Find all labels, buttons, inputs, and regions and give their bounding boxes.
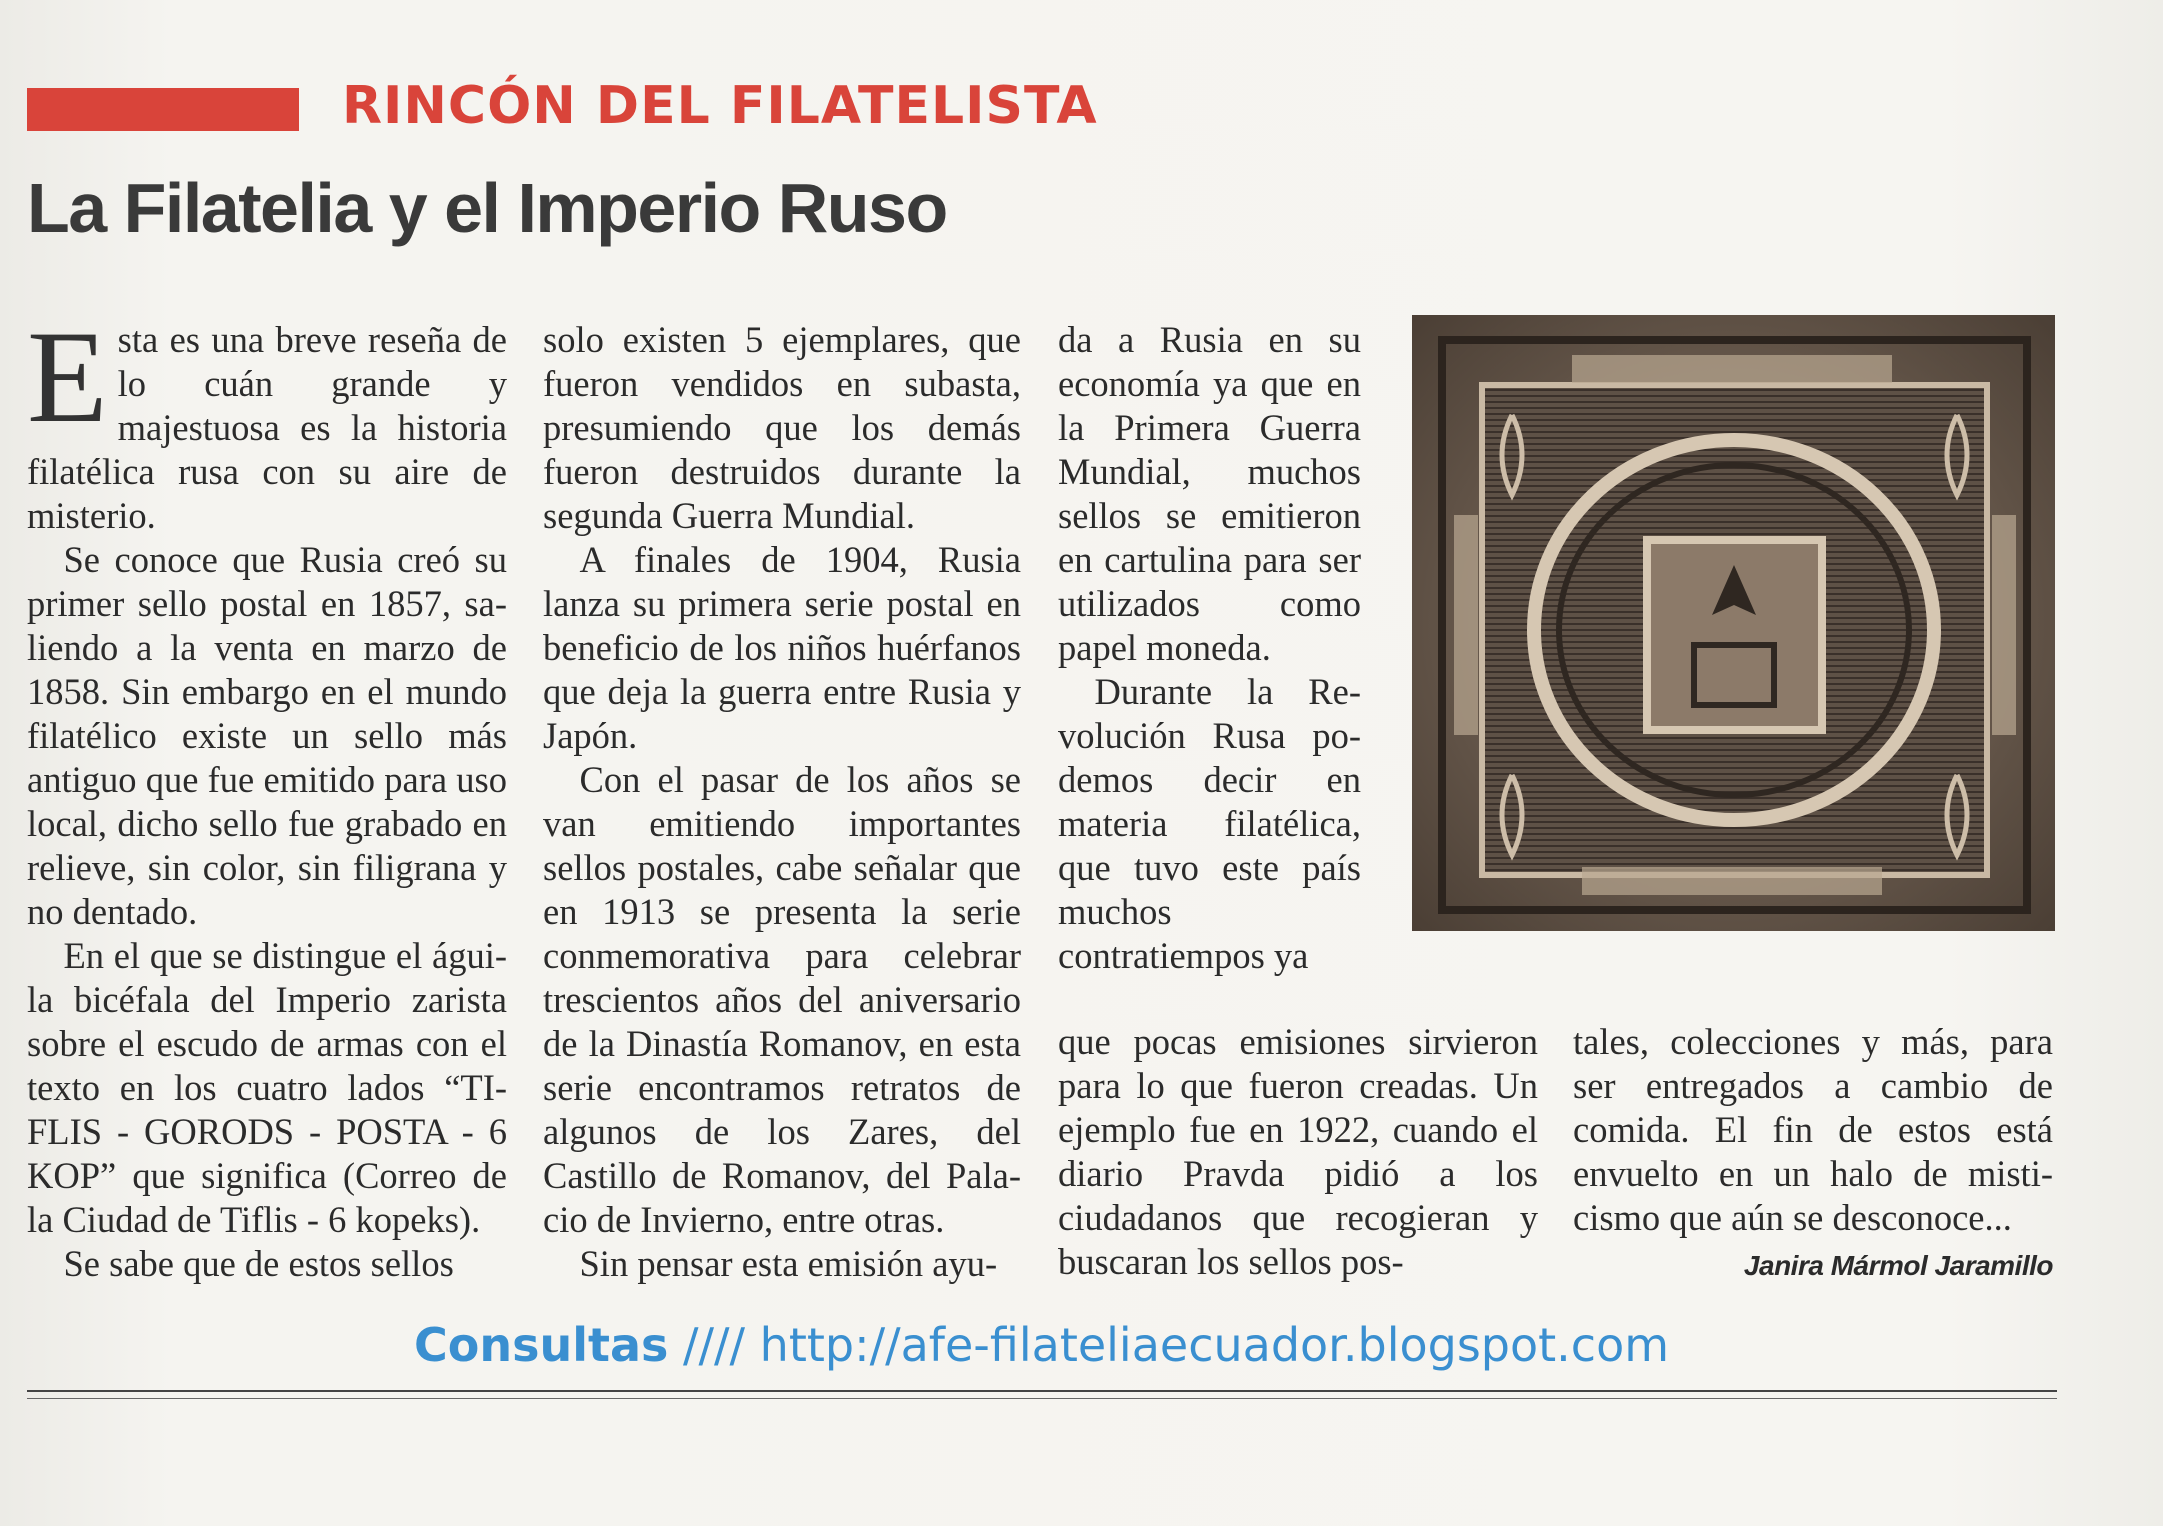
blog-link[interactable]: http://afe-filateliaecuador.blogspot.com xyxy=(759,1318,1670,1372)
paragraph: da a Rusia en su economía ya que en la Primera Guerra Mundial, muchos sellos se emitieron en cartulina para ser utilizados como papel moneda. xyxy=(1058,319,1361,668)
paragraph: Se sabe que de estos sellos xyxy=(63,1243,454,1284)
consultas-label: Consultas xyxy=(414,1318,669,1372)
byline: Janira Mármol Jaramillo xyxy=(1743,1250,2053,1281)
bottom-rule-thin xyxy=(27,1398,2057,1399)
paragraph: Sin pensar esta emisión ayu- xyxy=(579,1243,998,1284)
paragraph: Con el pasar de los años se van emitiendo importantes sellos postales, cabe señalar que en 1913 se presenta la serie conmemorativa para celebrar trescientos años del aniversario de la Dinastía Romanov, en esta serie encontramos retratos de algunos de los Zares, del Castillo de Romanov, del Palacio de Invierno, entre otras. xyxy=(543,759,1021,1240)
bottom-rule xyxy=(27,1390,2057,1392)
separator: //// xyxy=(683,1318,746,1372)
paragraph: Esta es una breve reseña de lo cuán grande y majestuosa es la historia filatélica rusa con su aire de misterio. xyxy=(27,303,507,536)
article-column-1 xyxy=(27,303,507,1286)
section-kicker: RINCÓN DEL FILATELISTA xyxy=(342,76,1098,136)
article-column-2 xyxy=(543,318,1021,1286)
stamp-image xyxy=(1412,315,2055,931)
article-column-4 xyxy=(1573,1020,2053,1288)
paragraph: solo existen 5 ejemplares, que fueron vendidos en subasta, presumiendo que los demás fueron destruidos durante la segunda Guerra Mundial. xyxy=(543,319,1021,536)
paragraph: tales, colecciones y más, para ser entregados a cambio de comida. El fin de estos está envuelto en un halo de misticismo que aún se desconoce... xyxy=(1573,1021,2053,1238)
paragraph: En el que se distingue el águila bicéfala del Imperio zarista sobre el escudo de armas con el texto en los cuatro lados “TIFLIS - GORODS - POSTA - 6 KOP” que significa (Correo de la Ciudad de Tiflis - 6 kopeks). xyxy=(27,935,507,1240)
paragraph: Se conoce que Rusia creó su primer sello postal en 1857, saliendo a la venta en marzo de 1858. Sin embargo en el mundo filatélico existe un sello más antiguo que fue emitido para uso local, dicho sello fue grabado en relieve, sin color, sin filigrana y no dentado. xyxy=(27,539,507,932)
drop-cap: E xyxy=(27,303,108,450)
consultas-footer xyxy=(414,1318,1669,1372)
section-color-bar xyxy=(27,88,299,131)
article-column-3 xyxy=(1058,318,1361,978)
paragraph: Durante la Revolución Rusa podemos decir en materia filatélica, que tuvo este país muchos contratiempos ya xyxy=(1058,671,1361,976)
article-column-3-continued: que pocas emisiones sirvieron para lo que fueron creadas. Un ejemplo fue en 1922, cuando el diario Pravda pidió a los ciudadanos que recogieran y buscaran los sellos pos- xyxy=(1058,1021,1538,1282)
article-headline: La Filatelia y el Imperio Ruso xyxy=(27,169,947,247)
tiflis-stamp-icon xyxy=(1412,315,2055,931)
paragraph: A finales de 1904, Rusia lanza su primera serie postal en beneficio de los niños huérfanos que deja la guerra entre Rusia y Japón. xyxy=(543,539,1021,756)
